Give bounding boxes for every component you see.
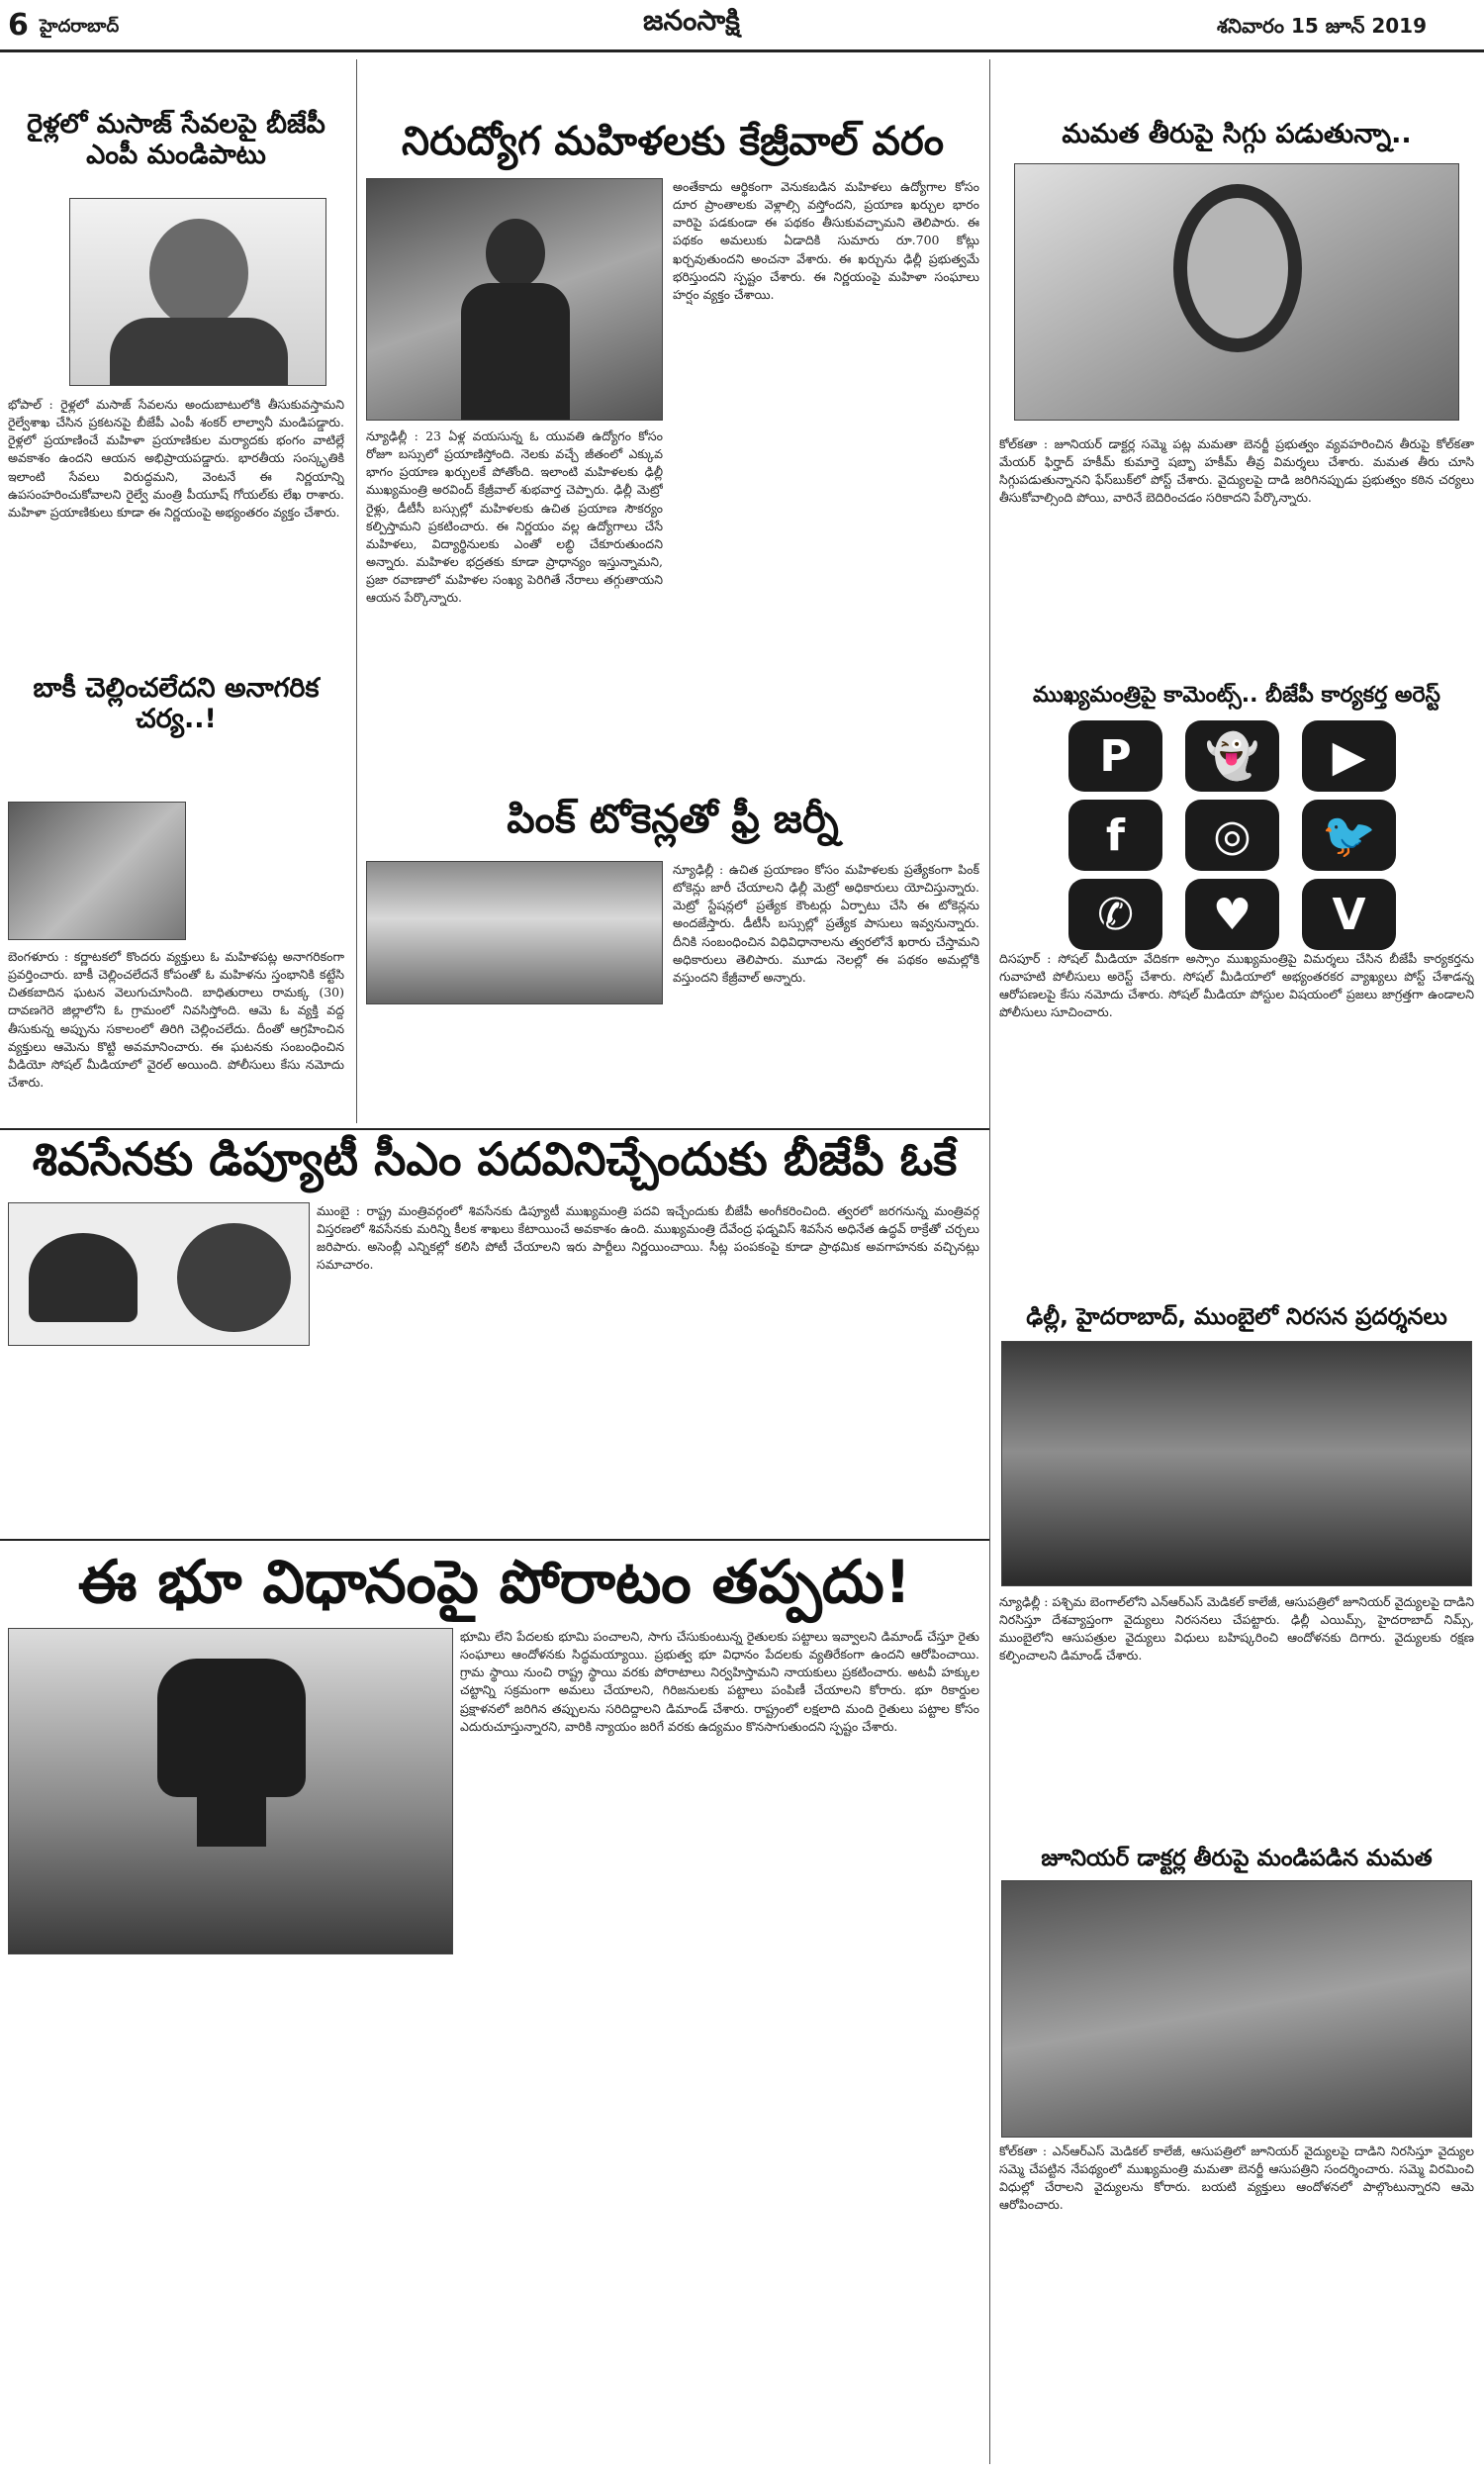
article-land-policy-fight: భూమి లేని పేదలకు భూమి పంచాలని, సాగు చేసుకుంటున్న రైతులకు పట్టాలు ఇవ్వాలని డిమాండ్ చేస్తూ రైతు సంఘాలు ఆందోళనకు సిద్ధమయ్యాయి. ప్రభుత్వ భూ విధానం పేదలకు వ్యతిరేకంగా ఉందని ఆరోపించాయి. గ్రామ స్థాయి నుంచి రాష్ట్ర స్థాయి వరకు పోరాటాలు నిర్వహిస్తామని నాయకులు ప్రకటించారు. అటవీ హక్కుల చట్టాన్ని సక్రమంగా అమలు చేయాలని, గిరిజనులకు పట్టాలు పంపిణీ చేయాలని కోరారు. భూ రికార్డుల ప్రక్షాళనలో జరిగిన తప్పులను సరిదిద్దాలని డిమాండ్ చేశారు. రాష్ట్రంలో లక్షలాది మంది రైతులు పట్టాల కోసం ఎదురుచూస్తున్నారని, వారికి న్యాయం జరిగే వరకు ఉద్యమం కొనసాగుతుందని స్పష్టం చేశారు. (460, 1629, 979, 1734)
vine-icon: V (1302, 879, 1396, 950)
article-massage-services: భోపాల్ : రైళ్లలో మసాజ్ సేవలను అందుబాటులోకి తీసుకువస్తామని రైల్వేశాఖ చేసిన ప్రకటనపై బీజేపీ ఎంపీ శంకర్ లాల్వానీ మండిపడ్డారు. రైళ్లలో ప్రయాణించే మహిళా ప్రయాణికుల మర్యాదకు భంగం వాటిల్లే అవకాశం ఉందని ఆయన అభిప్రాయపడ్డారు. భారతీయ సంస్కృతికి ఇలాంటి సేవలు విరుద్ధమని, వెంటనే ఈ నిర్ణయాన్ని ఉపసంహరించుకోవాలని రైల్వే మంత్రి పీయూష్ గోయల్‌కు లేఖ రాశారు. మహిళా ప్రయాణికులు కూడా ఈ నిర్ణయంపై అభ్యంతరం వ్యక్తం చేశారు. (8, 397, 344, 520)
periscope-icon: ♥ (1185, 879, 1279, 950)
article-land-policy-continued (8, 1964, 453, 2464)
instagram-icon: ◎ (1185, 800, 1279, 871)
headline-bjp-worker-arrest: ముఖ్యమంత్రిపై కామెంట్స్.. బీజేపీ కార్యకర్త అరెస్ట్ (1033, 683, 1440, 708)
youtube-icon: ▶ (1302, 720, 1396, 792)
article-protests: న్యూఢిల్లీ : పశ్చిమ బెంగాల్‌లోని ఎన్ఆర్ఎస్ మెడికల్ కాలేజీ, ఆసుపత్రిలో జూనియర్ వైద్యులపై దాడిని నిరసిస్తూ దేశవ్యాప్తంగా వైద్యులు నిరసనలు చేపట్టారు. ఢిల్లీ ఎయిమ్స్, హైదరాబాద్ నిమ్స్, ముంబైలోని ఆసుపత్రుల వైద్యులు విధులు బహిష్కరించి ఆందోళనకు దిగారు. వైద్యులకు రక్షణ కల్పించాలని డిమాండ్ చేశారు. (999, 1594, 1474, 1664)
twitter-icon: 🐦 (1302, 800, 1396, 871)
headline-shivsena-deputy-cm: శివసేనకు డిప్యూటీ సీఎం పదవినిచ్చేందుకు బీజేపీ ఓకే (32, 1132, 958, 1186)
section-rule-mid (0, 1539, 989, 1541)
pinterest-icon: P (1068, 720, 1162, 792)
facebook-icon: f (1068, 800, 1162, 871)
article-mamata-ashamed: కోల్‌కతా : జూనియర్ డాక్టర్ల సమ్మె పట్ల మమతా బెనర్జీ ప్రభుత్వం వ్యవహరించిన తీరుపై కోల్‌కతా మేయర్ ఫిర్హాద్ హకీమ్ కుమార్తె షబ్బా హకీమ్ తీవ్ర విమర్శలు చేశారు. మమత తీరు చూసి సిగ్గుపడుతున్నానని ఫేస్‌బుక్‌లో పోస్ట్ చేశారు. వైద్యులపై దాడి జరిగినప్పుడు ప్రభుత్వం కఠిన చర్యలు తీసుకోవాల్సింది పోయి, వారినే బెదిరించడం సరికాదని పేర్కొన్నారు. (999, 436, 1474, 506)
article-bjp-worker-arrest: దిసపూర్ : సోషల్ మీడియా వేదికగా అస్సాం ముఖ్యమంత్రిపై విమర్శలు చేసిన బీజేపీ కార్యకర్తను గువాహటి పోలీసులు అరెస్ట్ చేశారు. సోషల్ మీడియాలో అభ్యంతరకర వ్యాఖ్యలు పోస్ట్ చేశాడన్న ఆరోపణలపై కేసు నమోదు చేశారు. సోషల్ మీడియా పోస్టుల విషయంలో ప్రజలు జాగ్రత్తగా ఉండాలని పోలీసులు సూచించారు. (999, 951, 1474, 1020)
edition-name: హైదరాబాద్ (40, 16, 120, 37)
article-kejriwal-part2: అంతేకాదు ఆర్థికంగా వెనుకబడిన మహిళలు ఉద్యోగాల కోసం దూర ప్రాంతాలకు వెళ్లాల్సి వస్తోందని, ప్రయాణ ఖర్చుల భారం వారిపై పడకుండా ఈ పథకం తీసుకువచ్చామని తెలిపారు. ఈ పథకం అమలుకు ఏడాదికి సుమారు రూ.700 కోట్లు ఖర్చవుతుందని అంచనా వేశారు. ఈ ఖర్చును ఢిల్లీ ప్రభుత్వమే భరిస్తుందని స్పష్టం చేశారు. ఈ నిర్ణయంపై మహిళా సంఘాలు హర్షం వ్యక్తం చేశాయి. (673, 179, 979, 302)
article-debt-assault: బెంగళూరు : కర్ణాటకలో కొందరు వ్యక్తులు ఓ మహిళపట్ల అనాగరికంగా ప్రవర్తించారు. బాకీ చెల్లించలేదనే కోపంతో ఓ మహిళను స్తంభానికి కట్టేసి చితకబాదిన ఘటన వెలుగుచూసింది. బాధితురాలు రామక్క (30) దావణగెరె జిల్లాలోని ఓ గ్రామంలో నివసిస్తోంది. ఆమె ఓ వ్యక్తి వద్ద తీసుకున్న అప్పును సకాలంలో తిరిగి చెల్లించలేదు. దీంతో ఆగ్రహించిన వ్యక్తులు ఆమెను కొట్టి అవమానించారు. ఈ ఘటనకు సంబంధించిన వీడియో సోషల్ మీడియాలో వైరల్ అయింది. పోలీసులు కేసు నమోదు చేశారు. (8, 949, 344, 1090)
column-rule-2 (989, 59, 990, 2464)
whatsapp-icon: ✆ (1068, 879, 1162, 950)
headline-mamata-ashamed: మమత తీరుపై సిగ్గు పడుతున్నా.. (1062, 119, 1412, 149)
photo-shabba-hakim (1014, 163, 1459, 421)
section-rule-top (0, 1128, 989, 1130)
article-shivsena-deputy-cm: ముంబై : రాష్ట్ర మంత్రివర్గంలో శివసేనకు డిప్యూటీ ముఖ్యమంత్రి పదవి ఇచ్చేందుకు బీజేపీ అంగీకరించింది. త్వరలో జరగనున్న మంత్రివర్గ విస్తరణలో శివసేనకు మరిన్ని కీలక శాఖలు కేటాయించే అవకాశం ఉంది. ముఖ్యమంత్రి దేవేంద్ర ఫడ్నవిస్ శివసేన అధినేత ఉద్ధవ్ ఠాక్రేతో చర్చలు జరిపారు. అసెంబ్లీ ఎన్నికల్లో కలిసి పోటీ చేయాలని ఇరు పార్టీలు నిర్ణయించాయి. సీట్ల పంపకంపై కూడా ప్రాథమిక అవగాహనకు వచ్చినట్లు సమాచారం. (317, 1203, 979, 1273)
headline-massage-services: రైళ్లలో మసాజ్ సేవలపై బీజేపీ ఎంపీ మండిపాటు (27, 109, 325, 171)
headline-protests: ఢిల్లీ, హైదరాబాద్, ముంబైలో నిరసన ప్రదర్శనలు (1026, 1304, 1447, 1330)
photo-mp-portrait (69, 198, 326, 386)
newspaper-logo: జనంసాక్షి (643, 4, 740, 37)
masthead (0, 0, 1484, 49)
photo-woman-metro (366, 178, 663, 421)
headline-kejriwal-boon: నిరుద్యోగ మహిళలకు కేజ్రీవాల్ వరం (402, 119, 944, 164)
article-kejriwal-part1: న్యూఢిల్లీ : 23 ఏళ్ల వయసున్న ఓ యువతి ఉద్యోగం కోసం రోజూ బస్సులో ప్రయాణిస్తోంది. నెలకు వచ్చే జీతంలో ఎక్కువ భాగం ప్రయాణ ఖర్చులకే పోతోంది. ఇలాంటి మహిళలకు ఢిల్లీ ముఖ్యమంత్రి అరవింద్ కేజ్రీవాల్ శుభవార్త చెప్పారు. ఢిల్లీ మెట్రో రైళ్లు, డీటీసీ బస్సుల్లో మహిళలకు ఉచిత ప్రయాణ సౌకర్యం కల్పిస్తామని ప్రకటించారు. ఈ నిర్ణయం వల్ల ఉద్యోగాలు చేసే మహిళలు, విద్యార్థినులకు ఎంతో లబ్ధి చేకూరుతుందని అన్నారు. మహిళల భద్రతకు కూడా ప్రాధాన్యం ఇస్తున్నామని, ప్రజా రవాణాలో మహిళల సంఖ్య పెరిగితే నేరాలు తగ్గుతాయని ఆయన పేర్కొన్నారు. (366, 428, 663, 606)
photo-doctors-protest (1001, 1341, 1472, 1586)
masthead-rule (0, 49, 1484, 52)
fist-icon (157, 1659, 306, 1797)
article-mamata-angry: కోల్‌కతా : ఎన్ఆర్ఎస్ మెడికల్ కాలేజీ, ఆసుపత్రిలో జూనియర్ వైద్యులపై దాడిని నిరసిస్తూ వైద్యుల సమ్మె చేపట్టిన నేపథ్యంలో ముఖ్యమంత్రి మమతా బెనర్జీ ఆసుపత్రిని సందర్శించారు. సమ్మె విరమించి విధుల్లో చేరాలని వైద్యులను కోరారు. బయటి వ్యక్తులు ఆందోళనలో పాల్గొంటున్నారని ఆమె ఆరోపించారు. (999, 2143, 1474, 2213)
snapchat-icon: 👻 (1185, 720, 1279, 792)
headline-debt-assault: బాకీ చెల్లించలేదని అనాగరిక చర్య..! (33, 673, 320, 735)
photo-mamata-hospital (1001, 1880, 1472, 2138)
photo-pink-token-passengers (366, 861, 663, 1004)
lotus-symbol (29, 1233, 138, 1322)
photo-bjp-shivsena-symbols (8, 1202, 310, 1346)
article-pink-tokens: న్యూఢిల్లీ : ఉచిత ప్రయాణం కోసం మహిళలకు ప్రత్యేకంగా పింక్ టోకెన్లు జారీ చేయాలని ఢిల్లీ మెట్రో అధికారులు యోచిస్తున్నారు. మెట్రో స్టేషన్లలో ప్రత్యేక కౌంటర్లు ఏర్పాటు చేసి ఈ టోకెన్లను అందజేస్తారు. డీటీసీ బస్సుల్లో ప్రత్యేక పాసులు ఇవ్వనున్నారు. దీనికి సంబంధించిన విధివిధానాలను త్వరలోనే ఖరారు చేస్తామని అధికారులు తెలిపారు. మూడు నెలల్లో ఈ పథకం అమల్లోకి వస్తుందని కేజ్రీవాల్ అన్నారు. (673, 862, 979, 985)
issue-date: శనివారం 15 జూన్ 2019 (1217, 14, 1427, 38)
tiger-symbol (177, 1223, 291, 1332)
headline-pink-tokens: పింక్ టోకెన్లతో ఫ్రీ జర్నీ (507, 797, 839, 842)
headline-mamata-angry: జూనియర్ డాక్టర్ల తీరుపై మండిపడిన మమత (1041, 1846, 1433, 1871)
social-icons-grid (1068, 720, 1405, 948)
photo-assault-scene (8, 802, 186, 940)
page-number: 6 (8, 8, 29, 43)
photo-raised-fist-farmers (8, 1628, 453, 1954)
headline-land-policy-fight: ఈ భూ విధానంపై పోరాటం తప్పదు! (77, 1548, 912, 1617)
column-rule-1 (356, 59, 357, 1123)
